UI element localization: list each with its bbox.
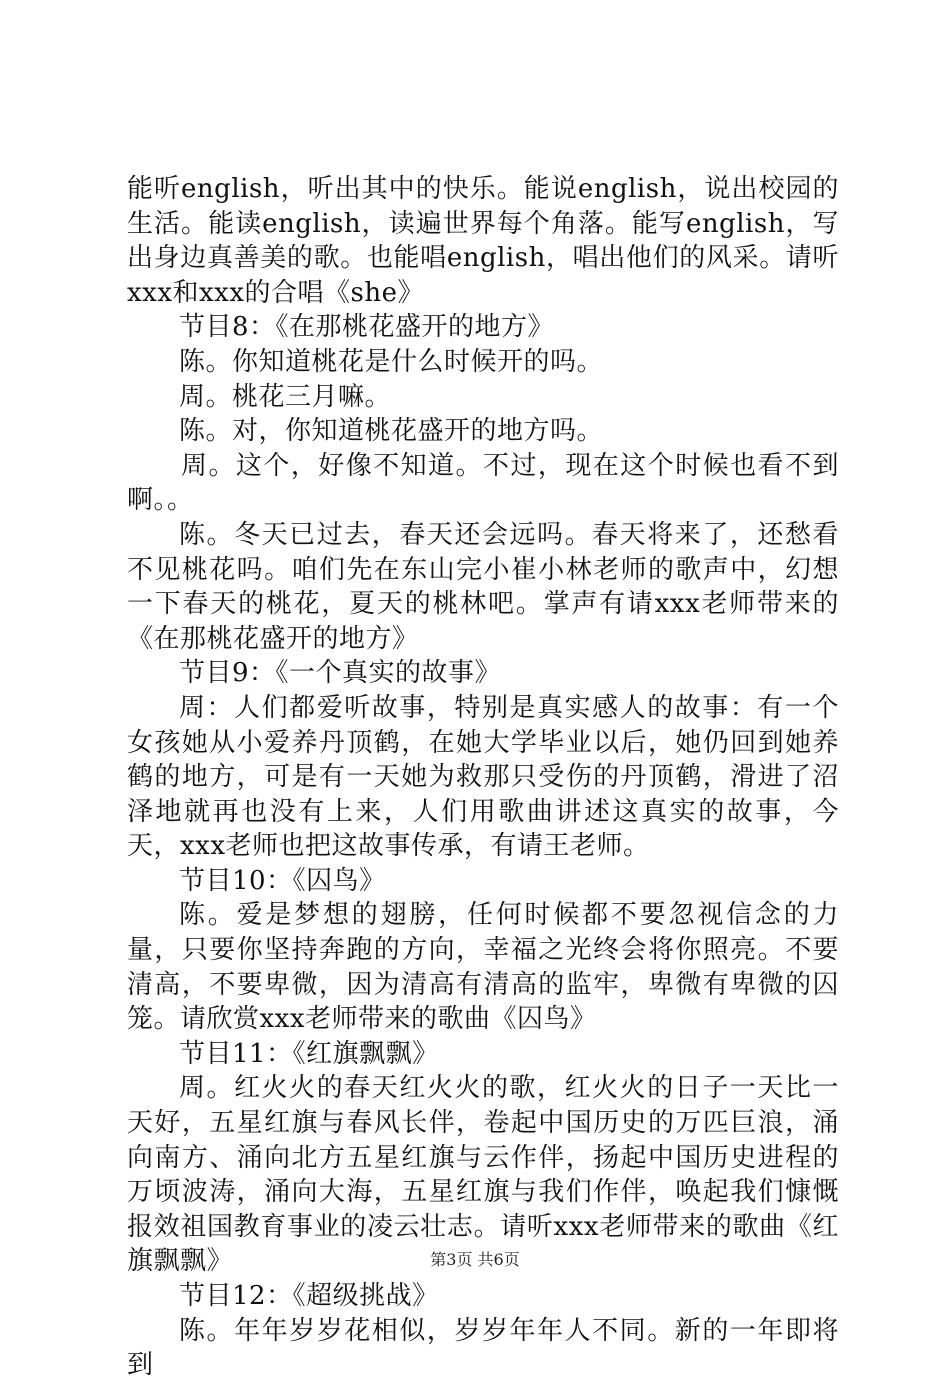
paragraph-english-intro: 能听english，听出其中的快乐。能说english，说出校园的生活。能读english，读遍世界每个角落。能写english，写出身边真善美的歌。也能唱english，唱出他们的风采。请听xxx和xxx的合唱《she》	[127, 174, 839, 308]
dialogue-line: 周。红火火的春天红火火的歌，红火火的日子一天比一天好，五星红旗与春风长伴，卷起中国历史的万匹巨浪，涌向南方、涌向北方五星红旗与云作伴，扬起中国历史进程的万顷波涛，涌向大海，五星红旗与我们作伴，唤起我们慷慨报效祖国教育事业的凌云壮志。请听xxx老师带来的歌曲《红旗飘飘》	[127, 1073, 839, 1277]
dialogue-line: 周：人们都爱听故事，特别是真实感人的故事：有一个女孩她从小爱养丹顶鹤，在她大学毕业以后，她仍回到她养鹤的地方，可是有一天她为救那只受伤的丹顶鹤，滑进了沼泽地就再也没有上来，人们用歌曲讲述这真实的故事，今天，xxx老师也把这故事传承，有请王老师。	[127, 692, 839, 862]
dialogue-line: 陈。冬天已过去，春天还会远吗。春天将来了，还愁看不见桃花吗。咱们先在东山完小崔小林老师的歌声中，幻想一下春天的桃花，夏天的桃林吧。掌声有请xxx老师带来的《在那桃花盛开的地方》	[127, 519, 839, 654]
dialogue-line: 周。桃花三月嘛。	[179, 381, 392, 412]
program-heading-10: 节目10：《囚鸟》	[179, 865, 386, 896]
program-heading-11: 节目11：《红旗飘飘》	[179, 1038, 439, 1069]
dialogue-line: 陈。你知道桃花是什么时候开的吗。	[179, 346, 604, 377]
dialogue-line: 陈。年年岁岁花相似，岁岁年年人不同。新的一年即将到	[127, 1315, 839, 1381]
program-heading-12: 节目12：《超级挑战》	[179, 1281, 439, 1311]
dialogue-line: 陈。爱是梦想的翅膀，任何时候都不要忽视信念的力量，只要你坚持奔跑的方向，幸福之光终会将你照亮。不要清高，不要卑微，因为清高有清高的监牢，卑微有卑微的囚笼。请欣赏xxx老师带来的歌曲《囚鸟》	[127, 900, 839, 1035]
page-number-footer: 第3页 共6页	[430, 1250, 520, 1269]
document-body	[127, 172, 839, 1383]
dialogue-line: 陈。对，你知道桃花盛开的地方吗。	[179, 416, 604, 447]
dialogue-line: 周。这个，好像不知道。不过，现在这个时候也看不到啊。。	[127, 450, 839, 516]
program-heading-8: 节目8：《在那桃花盛开的地方》	[179, 312, 555, 343]
program-heading-9: 节目9：《一个真实的故事》	[179, 658, 502, 689]
